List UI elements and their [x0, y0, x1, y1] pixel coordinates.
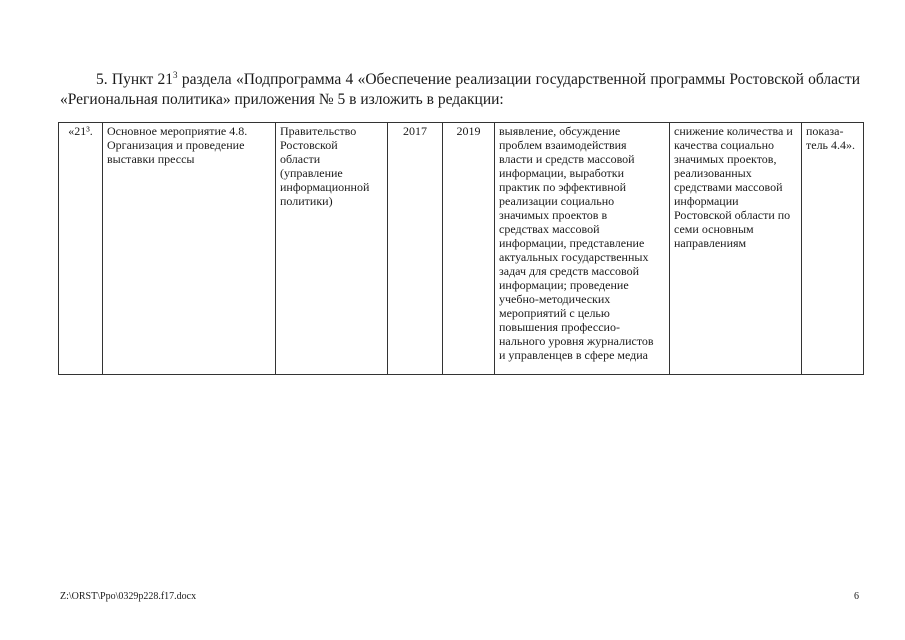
intro-paragraph [60, 70, 860, 110]
cell-line: снижение количества и [674, 124, 793, 138]
cell-line: показа- [806, 124, 844, 138]
cell-line: информации [674, 194, 739, 208]
intro-prefix: 5. Пункт 21 [96, 71, 174, 88]
cell-line: нального уровня журналистов [499, 334, 654, 348]
cell-line: задач для средств массовой [499, 264, 639, 278]
cell-line: информации; проведение [499, 278, 629, 292]
cell-line: значимых проектов, [674, 152, 777, 166]
cell-measure [103, 123, 276, 375]
cell-line: области [280, 152, 321, 166]
cell-start-year: 2017 [388, 123, 443, 375]
cell-line: значимых проектов в [499, 208, 608, 222]
cell-line: качества социально [674, 138, 775, 152]
cell-line: проблем взаимодействия [499, 138, 627, 152]
cell-line: (управление [280, 166, 343, 180]
cell-line: повышения профессио- [499, 320, 620, 334]
cell-line: выставки прессы [107, 152, 195, 166]
cell-line: власти и средств массовой [499, 152, 635, 166]
cell-line: Правительство [280, 124, 357, 138]
cell-line: Ростовской области по [674, 208, 791, 222]
cell-content [495, 123, 670, 375]
cell-indicator [802, 123, 864, 375]
cell-line: актуальных государственных [499, 250, 649, 264]
cell-line: мероприятий с целью [499, 306, 610, 320]
cell-line: семи основным [674, 222, 754, 236]
cell-result [670, 123, 802, 375]
cell-line: Организация и проведение [107, 138, 245, 152]
cell-line: учебно-методических [499, 292, 611, 306]
footer-file-path: Z:\ORST\Ppo\0329p228.f17.docx [60, 591, 197, 602]
cell-end-year: 2019 [443, 123, 495, 375]
cell-line: направлениям [674, 236, 747, 250]
cell-number: «21³. [59, 123, 103, 375]
intro-superscript: 3 [173, 69, 178, 80]
cell-line: Основное мероприятие 4.8. [107, 124, 248, 138]
cell-line: выявление, обсуждение [499, 124, 621, 138]
cell-line: средствами массовой [674, 180, 783, 194]
cell-line: практик по эффективной [499, 180, 627, 194]
footer-page-number: 6 [854, 591, 859, 602]
cell-line: информации, представление [499, 236, 645, 250]
cell-line: реализации социально [499, 194, 615, 208]
cell-line: информации, выработки [499, 166, 625, 180]
intro-rest: раздела «Подпрограмма 4 «Обеспечение реализации государственной программы Ростовской области «Региональная политика» приложения № 5 в изложить в редакции: [60, 71, 860, 108]
cell-line: информационной [280, 180, 370, 194]
cell-executor [276, 123, 388, 375]
cell-line: и управленцев в сфере медиа [499, 348, 649, 362]
cell-line: политики) [280, 194, 333, 208]
measures-table [58, 122, 864, 375]
table-row [59, 123, 864, 375]
cell-line: средствах массовой [499, 222, 600, 236]
cell-line: Ростовской [280, 138, 338, 152]
cell-line: реализованных [674, 166, 752, 180]
cell-line: тель 4.4». [806, 138, 856, 152]
